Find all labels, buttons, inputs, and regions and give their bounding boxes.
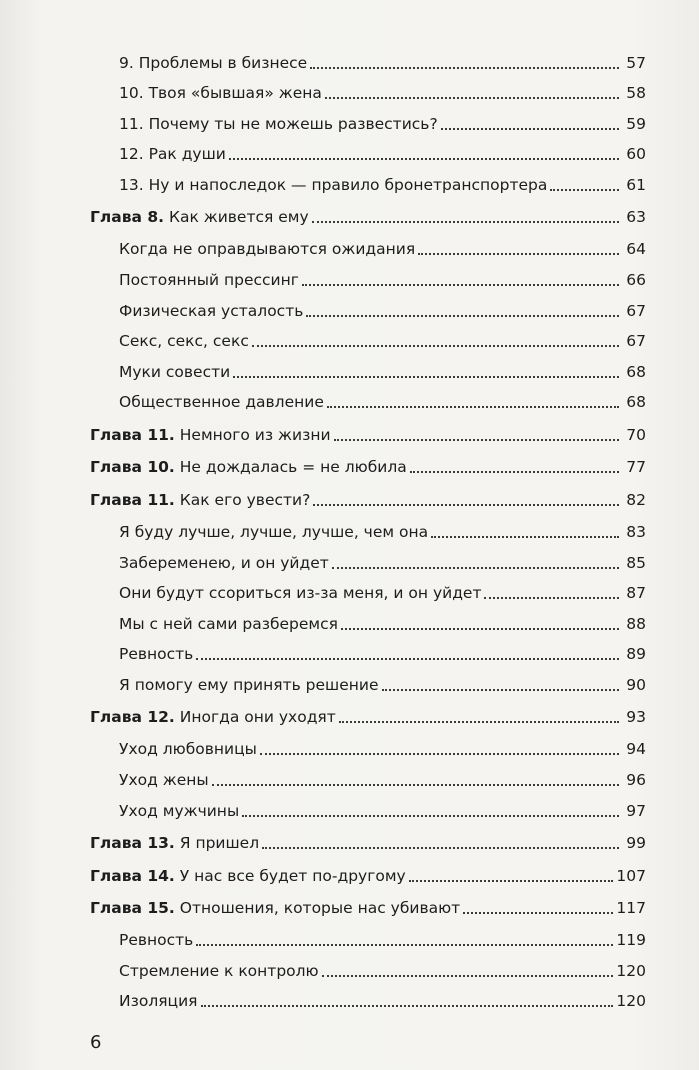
toc-entry-label: Уход мужчины bbox=[119, 801, 240, 820]
toc-entry-title bbox=[90, 801, 239, 821]
toc-entry-label: Забеременею, и он уйдет bbox=[119, 553, 329, 572]
dot-leader bbox=[212, 783, 619, 786]
toc-page-number: 59 bbox=[626, 114, 646, 133]
toc-chapter-row bbox=[90, 695, 646, 728]
dot-leader bbox=[201, 1004, 614, 1007]
toc-page-number: 90 bbox=[626, 675, 646, 694]
toc-entry-label: Секс, секс, секс bbox=[119, 332, 249, 351]
toc-entry-row bbox=[90, 164, 646, 195]
dot-leader bbox=[334, 438, 619, 441]
dot-leader bbox=[341, 627, 619, 630]
toc-entry-row bbox=[90, 227, 646, 259]
toc-page-number: 120 bbox=[616, 992, 646, 1011]
toc-entry-title bbox=[90, 614, 338, 634]
toc-entry-title bbox=[90, 739, 257, 759]
toc-page-number: 67 bbox=[626, 332, 646, 351]
toc-page-number: 88 bbox=[626, 614, 646, 633]
dot-leader bbox=[313, 503, 619, 506]
toc-entry-row bbox=[90, 259, 646, 290]
dot-leader bbox=[418, 252, 619, 255]
toc-entry-title bbox=[90, 833, 259, 853]
toc-entry-label: Они будут ссориться из-за меня, и он уйдет bbox=[119, 584, 482, 603]
toc-entry-row bbox=[90, 290, 646, 321]
dot-leader bbox=[332, 566, 619, 569]
toc-entry-title bbox=[90, 392, 324, 412]
toc-entry-title bbox=[90, 114, 438, 134]
toc-entry-row bbox=[90, 510, 646, 542]
dot-leader bbox=[463, 911, 613, 914]
toc-entry-row bbox=[90, 103, 646, 134]
toc-entry-label: Отношения, которые нас убивают bbox=[179, 899, 461, 918]
toc-entry-label: Я помогу ему принять решение bbox=[119, 675, 379, 694]
toc-page-number: 63 bbox=[626, 208, 646, 227]
toc-page-number: 107 bbox=[616, 866, 646, 885]
toc-entry-label: Когда не оправдываются ожидания bbox=[119, 240, 416, 259]
toc-entry-title bbox=[90, 770, 209, 790]
toc-chapter-row bbox=[90, 445, 646, 478]
toc-entry-label: Стремление к контролю bbox=[119, 961, 319, 980]
toc-entry-title bbox=[90, 644, 193, 664]
toc-entry-row bbox=[90, 382, 646, 413]
toc-page-number: 99 bbox=[626, 834, 646, 853]
toc-page-number: 68 bbox=[626, 362, 646, 381]
toc-chapter-row bbox=[90, 853, 646, 886]
dot-leader bbox=[306, 314, 619, 317]
toc-entry-title bbox=[90, 490, 310, 510]
dot-leader bbox=[382, 688, 620, 691]
toc-chapter-row bbox=[90, 412, 646, 445]
toc-entry-label: 13. Ну и напоследок — правило бронетранспортера bbox=[119, 175, 548, 194]
toc-entry-title bbox=[90, 553, 329, 573]
toc-page-number: 77 bbox=[626, 458, 646, 477]
toc-chapter-row bbox=[90, 821, 646, 854]
toc-chapter-row bbox=[90, 477, 646, 510]
toc-entry-row bbox=[90, 73, 646, 104]
toc-entry-label: У нас все будет по-другому bbox=[179, 866, 406, 885]
toc-entry-label: Изоляция bbox=[119, 992, 198, 1011]
toc-chapter-row bbox=[90, 195, 646, 228]
toc-entry-row bbox=[90, 42, 646, 73]
toc-page-number: 68 bbox=[626, 393, 646, 412]
toc-entry-title bbox=[90, 53, 307, 73]
dot-leader bbox=[441, 127, 619, 130]
toc-entry-row bbox=[90, 134, 646, 165]
toc-entry-title bbox=[90, 331, 249, 351]
toc-entry-row bbox=[90, 542, 646, 573]
chapter-prefix: Глава 14. bbox=[90, 866, 175, 885]
dot-leader bbox=[550, 188, 619, 191]
toc-entry-title bbox=[90, 239, 415, 259]
toc-entry-label: 11. Почему ты не можешь развестись? bbox=[119, 114, 438, 133]
toc-page-number: 117 bbox=[616, 899, 646, 918]
toc-page-number: 96 bbox=[626, 771, 646, 789]
dot-leader bbox=[242, 814, 619, 817]
toc-entry-row bbox=[90, 727, 646, 759]
toc-entry-label: 12. Рак души bbox=[119, 145, 226, 164]
toc-entry-label: Я пришел bbox=[179, 834, 260, 853]
dot-leader bbox=[339, 720, 619, 723]
dot-leader bbox=[196, 943, 613, 946]
toc-entry-title bbox=[90, 898, 460, 918]
chapter-prefix: Глава 12. bbox=[90, 708, 175, 727]
chapter-prefix: Глава 11. bbox=[90, 490, 175, 509]
toc-entry-title bbox=[90, 144, 226, 164]
toc-entry-row bbox=[90, 759, 646, 790]
toc-entry-title bbox=[90, 707, 336, 727]
table-of-contents bbox=[90, 42, 646, 1011]
toc-entry-label: Уход жены bbox=[119, 771, 209, 789]
toc-page-number: 70 bbox=[626, 425, 646, 444]
dot-leader bbox=[233, 375, 619, 378]
toc-entry-label: Ревность bbox=[119, 931, 194, 950]
toc-entry-title bbox=[90, 675, 379, 695]
toc-entry-title bbox=[90, 930, 193, 950]
toc-entry-title bbox=[90, 425, 331, 445]
toc-page-number: 89 bbox=[626, 645, 646, 664]
toc-page-number: 61 bbox=[626, 175, 646, 194]
toc-entry-title bbox=[90, 270, 299, 290]
toc-page-number: 66 bbox=[626, 271, 646, 290]
toc-entry-title bbox=[90, 991, 198, 1011]
dot-leader bbox=[310, 66, 619, 69]
toc-entry-label: Мы с ней сами разберемся bbox=[119, 614, 338, 633]
toc-page-number: 119 bbox=[616, 931, 646, 950]
toc-entry-title bbox=[90, 83, 322, 103]
toc-page-number: 64 bbox=[626, 240, 646, 259]
toc-entry-row bbox=[90, 573, 646, 604]
toc-entry-label: Уход любовницы bbox=[119, 740, 257, 759]
toc-entry-row bbox=[90, 981, 646, 1012]
toc-page-number: 93 bbox=[626, 708, 646, 727]
toc-entry-title bbox=[90, 522, 428, 542]
toc-page-number: 97 bbox=[626, 801, 646, 820]
toc-entry-label: Постоянный прессинг bbox=[119, 271, 299, 290]
toc-page-number: 60 bbox=[626, 145, 646, 164]
toc-page-number: 82 bbox=[626, 490, 646, 509]
toc-entry-row bbox=[90, 321, 646, 352]
toc-entry-title bbox=[90, 207, 309, 227]
toc-entry-row bbox=[90, 351, 646, 382]
toc-page-number: 57 bbox=[626, 53, 646, 72]
dot-leader bbox=[325, 96, 619, 99]
dot-leader bbox=[322, 974, 614, 977]
toc-entry-title bbox=[90, 362, 230, 382]
dot-leader bbox=[327, 405, 619, 408]
page-number: 6 bbox=[90, 1032, 102, 1053]
dot-leader bbox=[312, 220, 619, 223]
toc-entry-title bbox=[90, 583, 481, 603]
toc-chapter-row bbox=[90, 886, 646, 919]
dot-leader bbox=[410, 470, 619, 473]
toc-page-number: 67 bbox=[626, 301, 646, 320]
toc-page-number: 120 bbox=[616, 961, 646, 980]
toc-entry-label: Как его увести? bbox=[179, 490, 311, 509]
toc-entry-row bbox=[90, 918, 646, 950]
toc-entry-label: Как живется ему bbox=[168, 208, 309, 227]
toc-entry-label: Ревность bbox=[119, 645, 194, 664]
chapter-prefix: Глава 15. bbox=[90, 899, 175, 918]
toc-entry-title bbox=[90, 866, 406, 886]
toc-entry-row bbox=[90, 634, 646, 665]
toc-entry-label: Муки совести bbox=[119, 362, 231, 381]
toc-entry-title bbox=[90, 961, 319, 981]
toc-entry-title bbox=[90, 175, 547, 195]
dot-leader bbox=[431, 535, 619, 538]
toc-page-number: 83 bbox=[626, 522, 646, 541]
dot-leader bbox=[229, 157, 619, 160]
dot-leader bbox=[260, 752, 619, 755]
chapter-prefix: Глава 10. bbox=[90, 458, 175, 477]
toc-page-number: 58 bbox=[626, 84, 646, 103]
toc-entry-label: Иногда они уходят bbox=[179, 708, 336, 727]
toc-entry-label: Немного из жизни bbox=[179, 425, 331, 444]
toc-entry-title bbox=[90, 301, 303, 321]
toc-entry-row bbox=[90, 664, 646, 695]
toc-entry-label: 10. Твоя «бывшая» жена bbox=[119, 84, 322, 103]
toc-page-number: 94 bbox=[626, 740, 646, 759]
dot-leader bbox=[484, 596, 619, 599]
dot-leader bbox=[252, 344, 619, 347]
toc-entry-row bbox=[90, 790, 646, 821]
toc-entry-label: Общественное давление bbox=[119, 393, 324, 412]
toc-page-number: 85 bbox=[626, 553, 646, 572]
toc-page-number: 87 bbox=[626, 584, 646, 603]
toc-entry-row bbox=[90, 950, 646, 981]
toc-entry-label: 9. Проблемы в бизнесе bbox=[119, 53, 308, 72]
dot-leader bbox=[262, 846, 619, 849]
dot-leader bbox=[302, 283, 619, 286]
toc-entry-row bbox=[90, 603, 646, 634]
toc-entry-title bbox=[90, 457, 407, 477]
chapter-prefix: Глава 8. bbox=[90, 208, 165, 227]
toc-entry-label: Не дождалась = не любила bbox=[179, 458, 407, 477]
dot-leader bbox=[409, 879, 614, 882]
dot-leader bbox=[196, 657, 619, 660]
chapter-prefix: Глава 11. bbox=[90, 425, 175, 444]
toc-entry-label: Физическая усталость bbox=[119, 301, 304, 320]
chapter-prefix: Глава 13. bbox=[90, 834, 175, 853]
toc-entry-label: Я буду лучше, лучше, лучше, чем она bbox=[119, 522, 429, 541]
